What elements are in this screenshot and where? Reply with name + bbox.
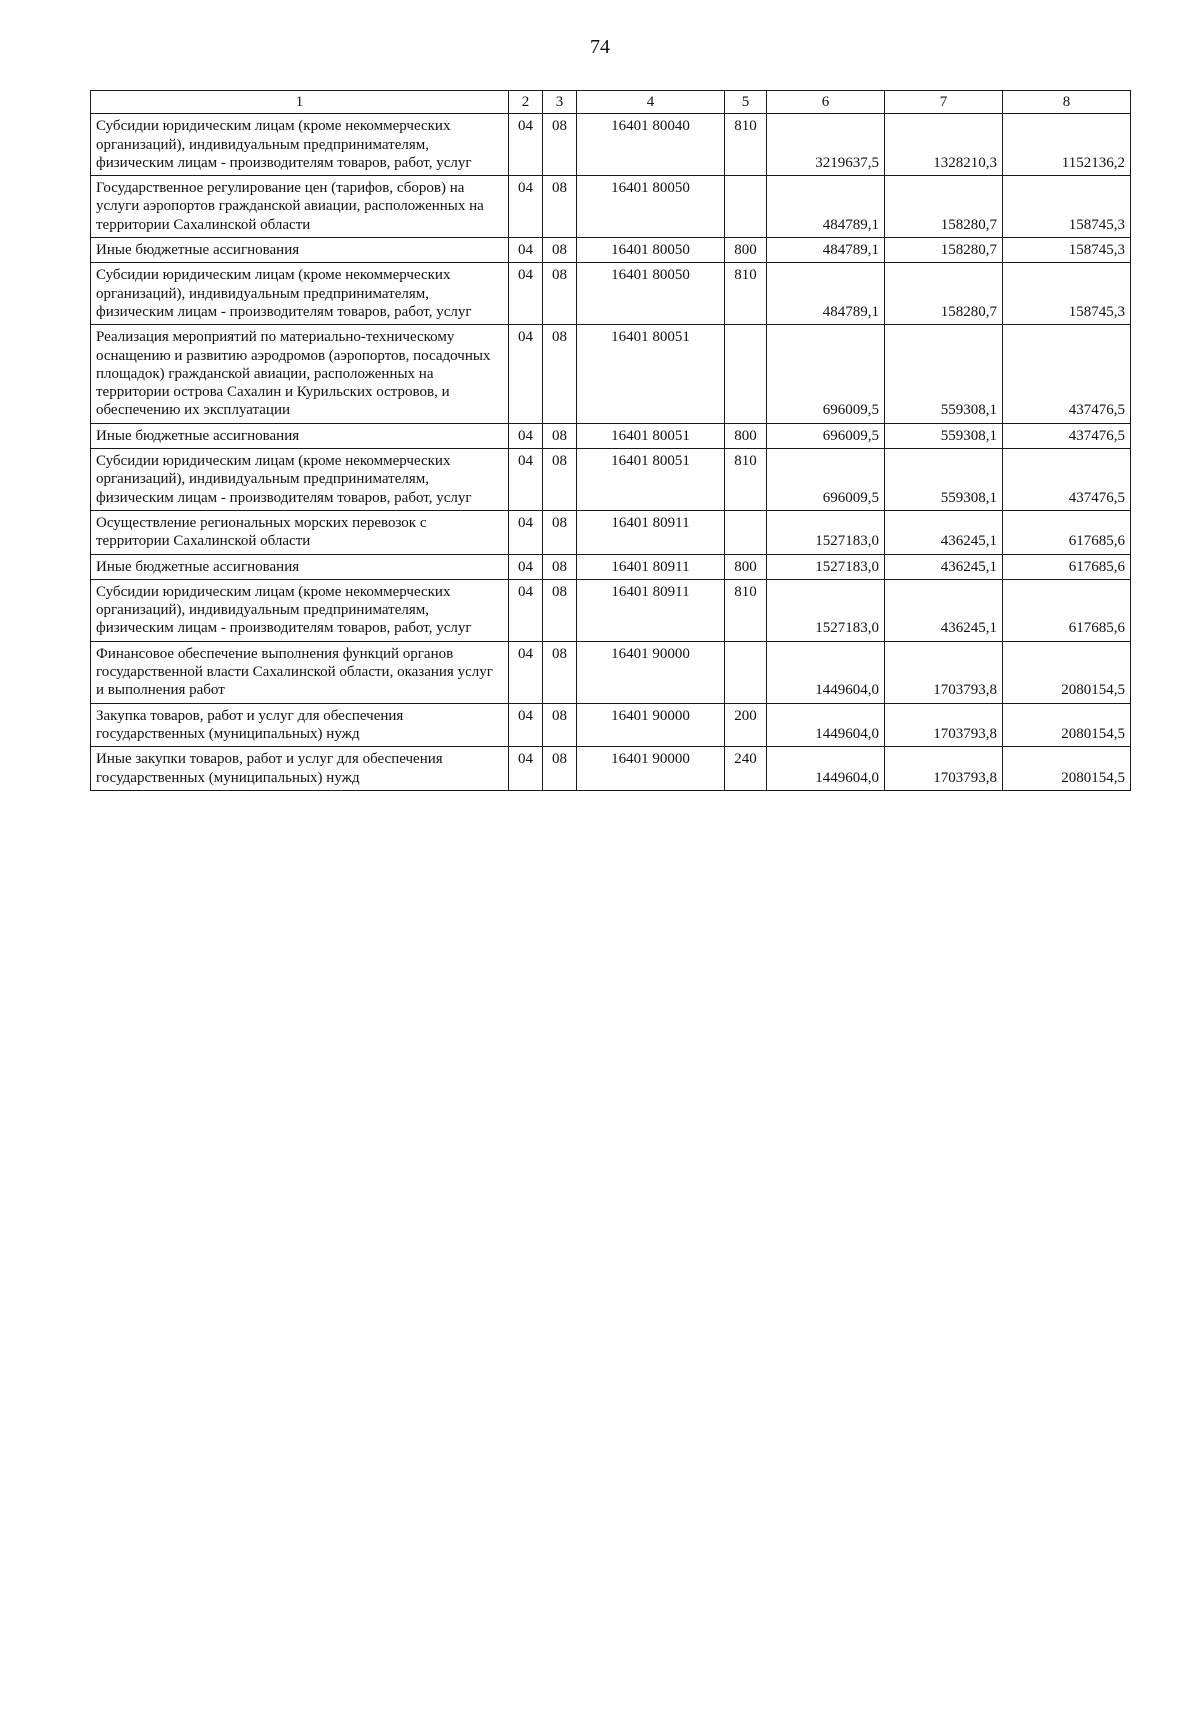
section-code: 04 bbox=[509, 263, 543, 325]
target-article-code: 16401 80911 bbox=[577, 510, 725, 554]
row-name: Субсидии юридическим лицам (кроме некоммерческих организаций), индивидуальным предпринимателям, физическим лицам - производителям товаров, работ, услуг bbox=[91, 263, 509, 325]
amount-year-1: 484789,1 bbox=[767, 238, 885, 263]
amount-year-2: 436245,1 bbox=[885, 510, 1003, 554]
target-article-code: 16401 80040 bbox=[577, 114, 725, 176]
table-row bbox=[91, 510, 1131, 554]
amount-year-1: 1449604,0 bbox=[767, 703, 885, 747]
section-code: 04 bbox=[509, 703, 543, 747]
section-code: 04 bbox=[509, 325, 543, 423]
amount-year-1: 1527183,0 bbox=[767, 554, 885, 579]
section-code: 04 bbox=[509, 747, 543, 791]
column-number: 7 bbox=[885, 91, 1003, 114]
amount-year-1: 1527183,0 bbox=[767, 510, 885, 554]
amount-year-2: 1703793,8 bbox=[885, 641, 1003, 703]
section-code: 04 bbox=[509, 554, 543, 579]
target-article-code: 16401 80051 bbox=[577, 325, 725, 423]
amount-year-1: 696009,5 bbox=[767, 325, 885, 423]
column-number: 1 bbox=[91, 91, 509, 114]
amount-year-2: 158280,7 bbox=[885, 238, 1003, 263]
row-name: Государственное регулирование цен (тарифов, сборов) на услуги аэропортов гражданской авиации, расположенных на территории Сахалинской области bbox=[91, 176, 509, 238]
column-number-row bbox=[91, 91, 1131, 114]
amount-year-2: 436245,1 bbox=[885, 554, 1003, 579]
column-number: 2 bbox=[509, 91, 543, 114]
column-number: 6 bbox=[767, 91, 885, 114]
table-row bbox=[91, 238, 1131, 263]
amount-year-2: 1328210,3 bbox=[885, 114, 1003, 176]
expense-type-code: 810 bbox=[725, 579, 767, 641]
subsection-code: 08 bbox=[543, 641, 577, 703]
amount-year-3: 617685,6 bbox=[1003, 510, 1131, 554]
amount-year-1: 3219637,5 bbox=[767, 114, 885, 176]
subsection-code: 08 bbox=[543, 510, 577, 554]
table-row bbox=[91, 176, 1131, 238]
amount-year-3: 2080154,5 bbox=[1003, 641, 1131, 703]
table-row bbox=[91, 114, 1131, 176]
subsection-code: 08 bbox=[543, 554, 577, 579]
expense-type-code: 800 bbox=[725, 554, 767, 579]
row-name: Иные бюджетные ассигнования bbox=[91, 423, 509, 448]
amount-year-1: 1449604,0 bbox=[767, 641, 885, 703]
row-name: Иные бюджетные ассигнования bbox=[91, 238, 509, 263]
column-number: 3 bbox=[543, 91, 577, 114]
section-code: 04 bbox=[509, 176, 543, 238]
section-code: 04 bbox=[509, 510, 543, 554]
subsection-code: 08 bbox=[543, 114, 577, 176]
subsection-code: 08 bbox=[543, 579, 577, 641]
column-number: 8 bbox=[1003, 91, 1131, 114]
subsection-code: 08 bbox=[543, 703, 577, 747]
section-code: 04 bbox=[509, 423, 543, 448]
section-code: 04 bbox=[509, 114, 543, 176]
section-code: 04 bbox=[509, 579, 543, 641]
amount-year-3: 158745,3 bbox=[1003, 263, 1131, 325]
table-row bbox=[91, 423, 1131, 448]
table-row bbox=[91, 747, 1131, 791]
row-name: Закупка товаров, работ и услуг для обеспечения государственных (муниципальных) нужд bbox=[91, 703, 509, 747]
subsection-code: 08 bbox=[543, 263, 577, 325]
row-name: Субсидии юридическим лицам (кроме некоммерческих организаций), индивидуальным предпринимателям, физическим лицам - производителям товаров, работ, услуг bbox=[91, 449, 509, 511]
subsection-code: 08 bbox=[543, 449, 577, 511]
amount-year-3: 617685,6 bbox=[1003, 554, 1131, 579]
column-number: 4 bbox=[577, 91, 725, 114]
target-article-code: 16401 80050 bbox=[577, 263, 725, 325]
table-row bbox=[91, 449, 1131, 511]
target-article-code: 16401 80050 bbox=[577, 176, 725, 238]
amount-year-2: 559308,1 bbox=[885, 449, 1003, 511]
section-code: 04 bbox=[509, 238, 543, 263]
subsection-code: 08 bbox=[543, 423, 577, 448]
subsection-code: 08 bbox=[543, 238, 577, 263]
expense-type-code bbox=[725, 176, 767, 238]
section-code: 04 bbox=[509, 449, 543, 511]
amount-year-3: 158745,3 bbox=[1003, 238, 1131, 263]
row-name: Иные бюджетные ассигнования bbox=[91, 554, 509, 579]
target-article-code: 16401 80911 bbox=[577, 554, 725, 579]
amount-year-3: 617685,6 bbox=[1003, 579, 1131, 641]
expense-type-code: 240 bbox=[725, 747, 767, 791]
expense-type-code: 800 bbox=[725, 238, 767, 263]
amount-year-2: 559308,1 bbox=[885, 423, 1003, 448]
amount-year-1: 696009,5 bbox=[767, 449, 885, 511]
target-article-code: 16401 80051 bbox=[577, 449, 725, 511]
amount-year-3: 2080154,5 bbox=[1003, 703, 1131, 747]
subsection-code: 08 bbox=[543, 325, 577, 423]
amount-year-2: 559308,1 bbox=[885, 325, 1003, 423]
table-body bbox=[91, 114, 1131, 791]
amount-year-1: 484789,1 bbox=[767, 176, 885, 238]
column-number: 5 bbox=[725, 91, 767, 114]
budget-table bbox=[90, 90, 1131, 791]
table-row bbox=[91, 325, 1131, 423]
expense-type-code bbox=[725, 641, 767, 703]
amount-year-3: 2080154,5 bbox=[1003, 747, 1131, 791]
amount-year-3: 158745,3 bbox=[1003, 176, 1131, 238]
subsection-code: 08 bbox=[543, 176, 577, 238]
expense-type-code: 810 bbox=[725, 449, 767, 511]
row-name: Иные закупки товаров, работ и услуг для обеспечения государственных (муниципальных) нужд bbox=[91, 747, 509, 791]
amount-year-2: 436245,1 bbox=[885, 579, 1003, 641]
target-article-code: 16401 80050 bbox=[577, 238, 725, 263]
row-name: Реализация мероприятий по материально-техническому оснащению и развитию аэродромов (аэропортов, посадочных площадок) гражданской авиации, расположенных на территории острова Сахалин и Курильских островов, и обеспечению их эксплуатации bbox=[91, 325, 509, 423]
amount-year-3: 437476,5 bbox=[1003, 325, 1131, 423]
expense-type-code: 200 bbox=[725, 703, 767, 747]
table-row bbox=[91, 641, 1131, 703]
row-name: Субсидии юридическим лицам (кроме некоммерческих организаций), индивидуальным предпринимателям, физическим лицам - производителям товаров, работ, услуг bbox=[91, 114, 509, 176]
amount-year-3: 1152136,2 bbox=[1003, 114, 1131, 176]
expense-type-code: 810 bbox=[725, 263, 767, 325]
target-article-code: 16401 90000 bbox=[577, 703, 725, 747]
table-row bbox=[91, 263, 1131, 325]
amount-year-2: 1703793,8 bbox=[885, 703, 1003, 747]
row-name: Осуществление региональных морских перевозок с территории Сахалинской области bbox=[91, 510, 509, 554]
amount-year-3: 437476,5 bbox=[1003, 423, 1131, 448]
row-name: Субсидии юридическим лицам (кроме некоммерческих организаций), индивидуальным предпринимателям, физическим лицам - производителям товаров, работ, услуг bbox=[91, 579, 509, 641]
expense-type-code bbox=[725, 510, 767, 554]
amount-year-1: 1527183,0 bbox=[767, 579, 885, 641]
amount-year-1: 1449604,0 bbox=[767, 747, 885, 791]
expense-type-code: 810 bbox=[725, 114, 767, 176]
target-article-code: 16401 90000 bbox=[577, 641, 725, 703]
amount-year-3: 437476,5 bbox=[1003, 449, 1131, 511]
amount-year-1: 696009,5 bbox=[767, 423, 885, 448]
table-row bbox=[91, 579, 1131, 641]
target-article-code: 16401 90000 bbox=[577, 747, 725, 791]
target-article-code: 16401 80911 bbox=[577, 579, 725, 641]
expense-type-code: 800 bbox=[725, 423, 767, 448]
page-number: 74 bbox=[590, 36, 610, 58]
amount-year-2: 158280,7 bbox=[885, 176, 1003, 238]
amount-year-2: 158280,7 bbox=[885, 263, 1003, 325]
row-name: Финансовое обеспечение выполнения функций органов государственной власти Сахалинской области, оказания услуг и выполнения работ bbox=[91, 641, 509, 703]
target-article-code: 16401 80051 bbox=[577, 423, 725, 448]
amount-year-2: 1703793,8 bbox=[885, 747, 1003, 791]
amount-year-1: 484789,1 bbox=[767, 263, 885, 325]
subsection-code: 08 bbox=[543, 747, 577, 791]
table-row bbox=[91, 554, 1131, 579]
table-row bbox=[91, 703, 1131, 747]
section-code: 04 bbox=[509, 641, 543, 703]
expense-type-code bbox=[725, 325, 767, 423]
